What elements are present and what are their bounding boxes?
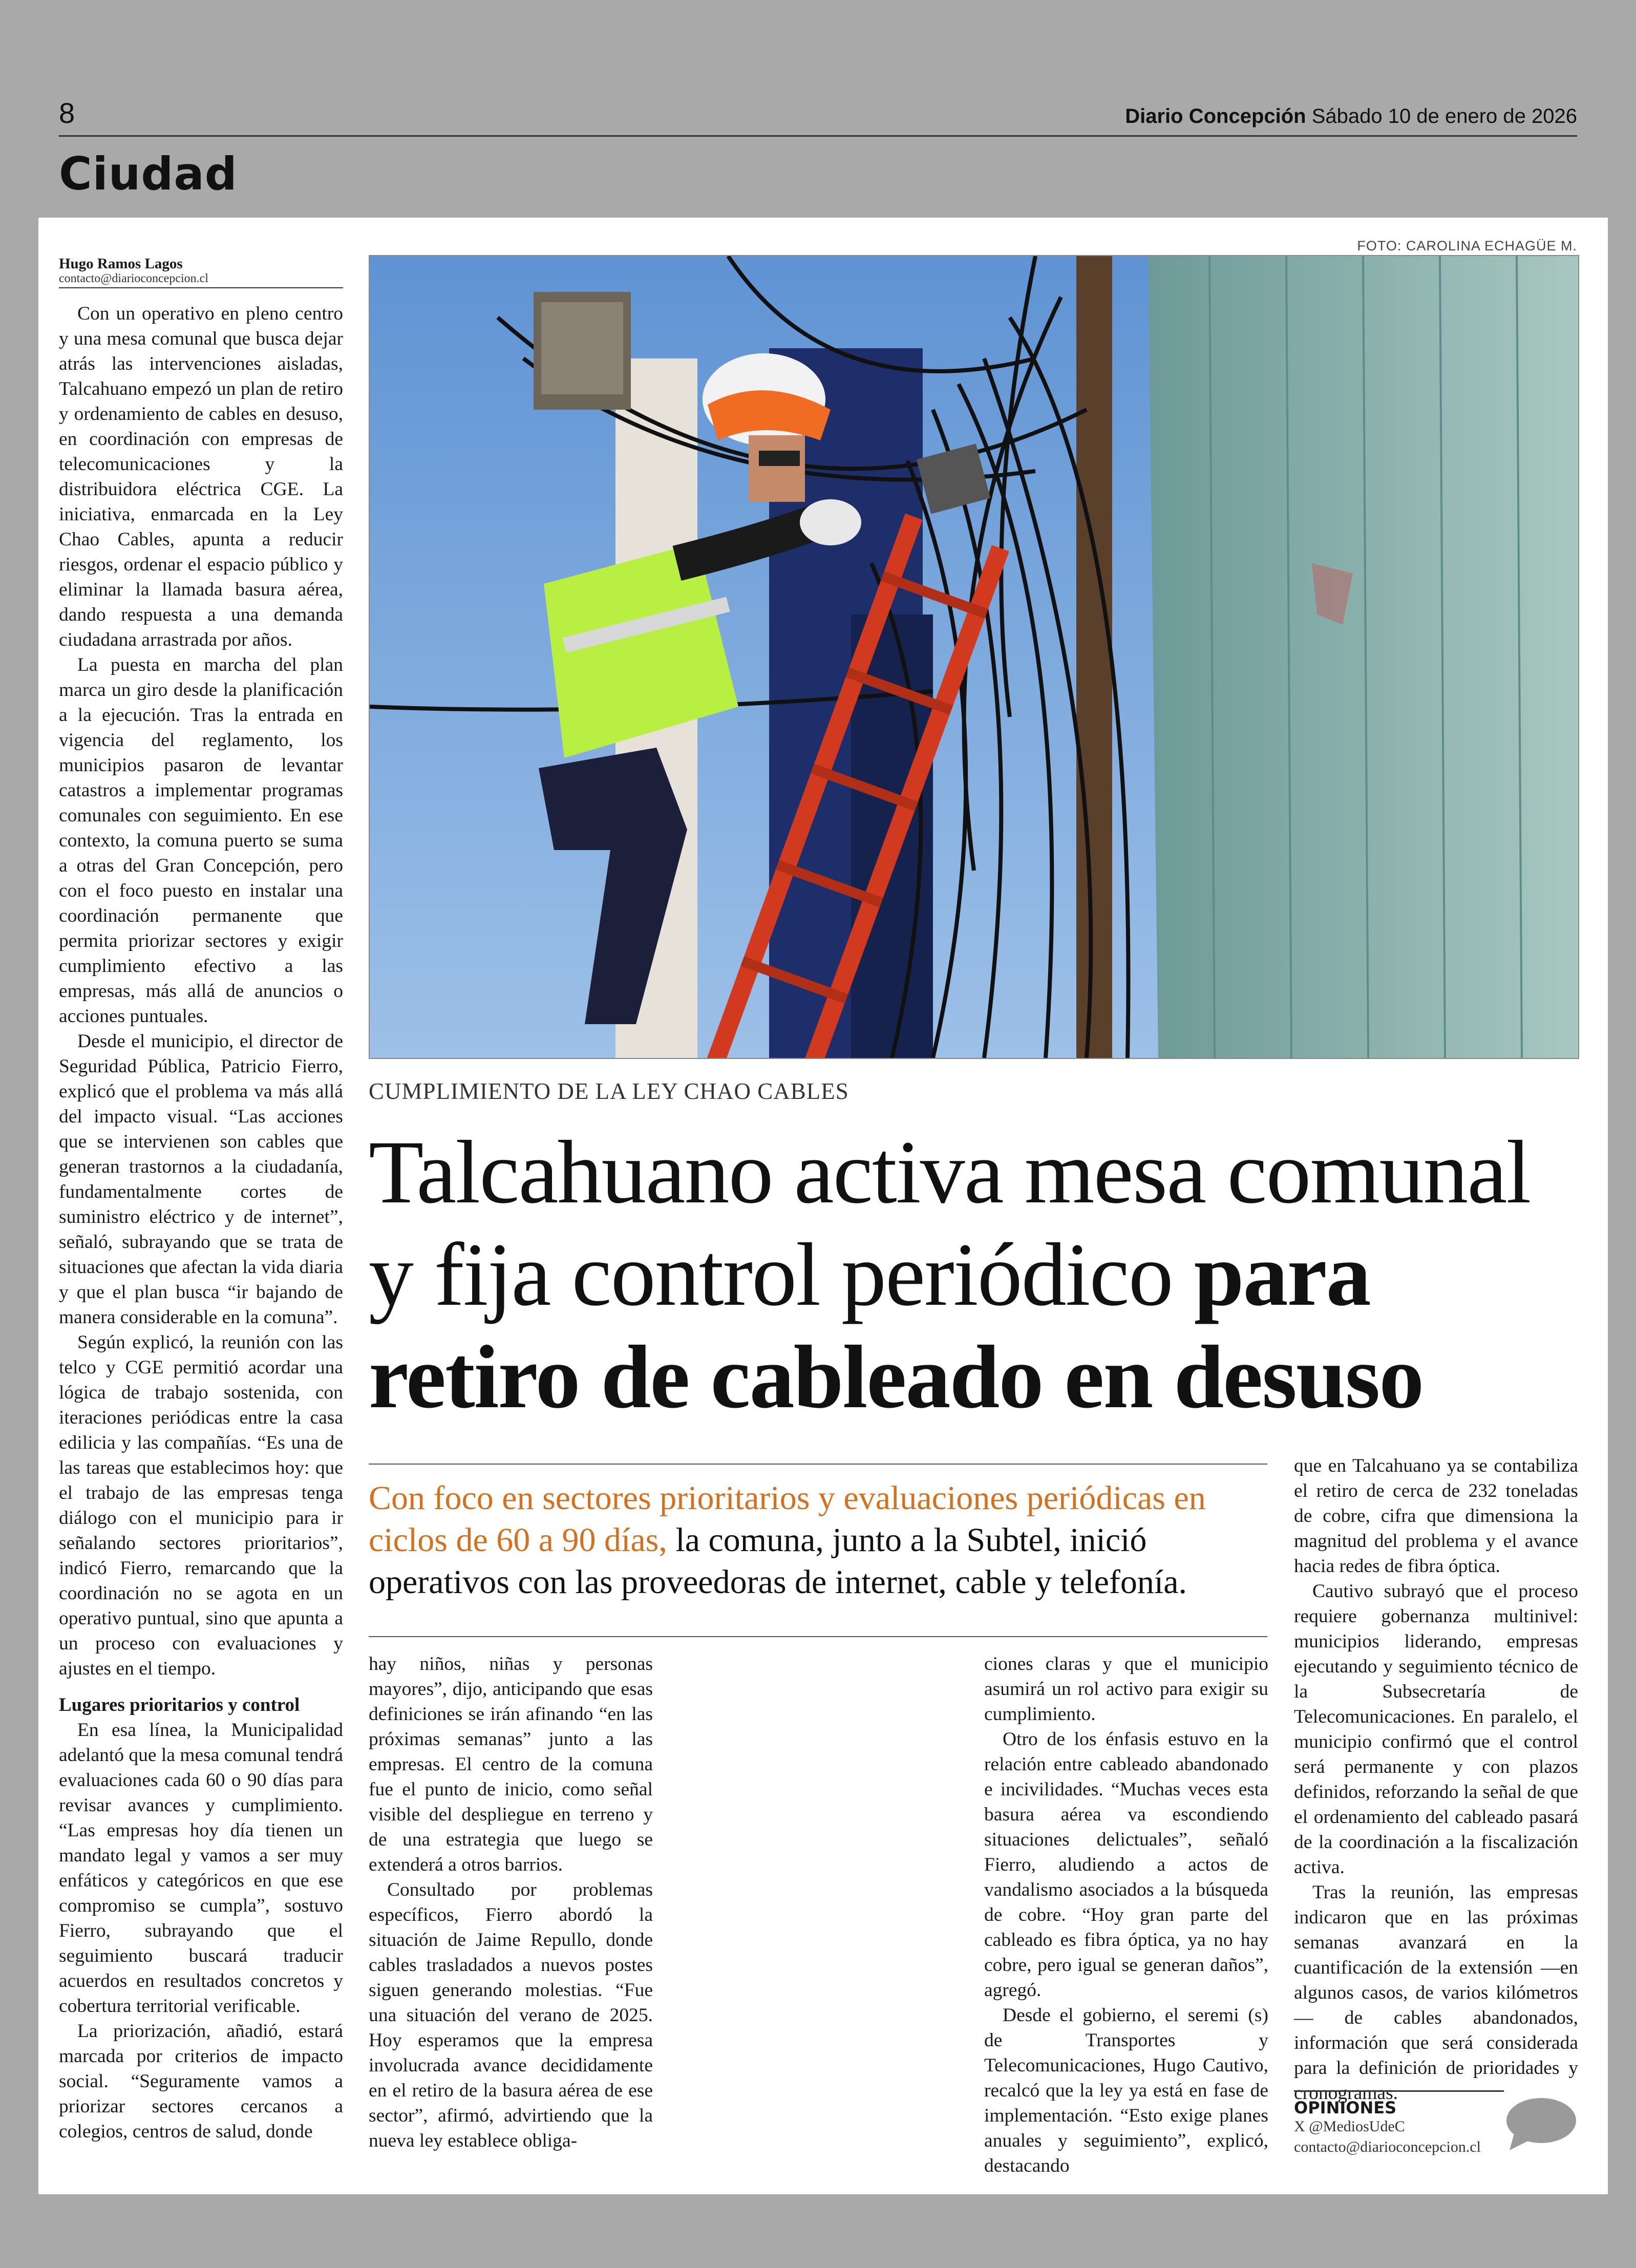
- deck-bottom-rule: [369, 1636, 1267, 1637]
- author-email[interactable]: contacto@diarioconcepcion.cl: [59, 272, 208, 285]
- author-name: Hugo Ramos Lagos: [59, 256, 183, 272]
- opinion-box: [1294, 2090, 1504, 2157]
- col1-paragraph: En esa línea, la Municipalidad adelantó que la mesa comunal tendrá evaluaciones cada 60 o 90 días para revisar avances y cumplimiento. “Las empresas hoy día tienen un mandato legal y vamos a ser muy enfáticos y categóricos en que ese compromiso se cumpla”, sostuvo Fierro, subrayando que el seguimiento buscará traducir acuerdos en resultados concretos y cobertura territorial verificable.: [59, 1720, 343, 2017]
- column-1: [59, 301, 343, 2144]
- photo-credit: FOTO: CAROLINA ECHAGÜE M.: [1357, 238, 1577, 253]
- col1-paragraph: Desde el municipio, el director de Seguridad Pública, Patricio Fierro, explicó que el problema va más allá del impacto visual. “Las acciones que se intervienen son cables que generan trastornos a la ciudadanía, fundamentalmente cortes de suministro eléctrico y de internet”, señaló, subrayando que se trata de situaciones que afectan la vida diaria y que el plan busca “ir bajando de manera considerable en la comuna”.: [59, 1031, 343, 1328]
- col3-paragraph: ciones claras y que el municipio asumirá un rol activo para exigir su cumplimiento.: [984, 1654, 1268, 1725]
- masthead: [1125, 105, 1577, 128]
- col4-paragraph: Tras la reunión, las empresas indicaron que en las próximas semanas avanzará en la cuantificación de la extensión —en algunos casos, de varios kilómetros— de cables abandonados, información que será considerada para la definición de prioridades y cronogramas.: [1294, 1882, 1578, 2104]
- byline: [59, 256, 343, 288]
- col2-paragraph: Consultado por problemas específicos, Fierro abordó la situación de Jaime Repullo, donde cables trasladados a nuevos postes siguen generando molestias. “Fue una situación del verano de 2025. Hoy esperamos que la empresa involucrada avance decididamente en el retiro de la basura aérea de ese sector”, afirmó, advirtiendo que la nueva ley establece obliga-: [369, 1879, 653, 2151]
- col4-paragraph: Cautivo subrayó que el proceso requiere gobernanza multinivel: municipios liderando, empresas ejecutando y seguimiento técnico de la Subsecretaría de Telecomunicaciones. En paralelo, el municipio confirmó que el control será permanente y con plazos definidos, reforzando la señal de que el ordenamiento del cableado pasará de la coordinación a la fiscalización activa.: [1294, 1581, 1578, 1878]
- section-title: Ciudad: [59, 147, 238, 200]
- deck-top-rule: [369, 1464, 1267, 1465]
- col2-paragraph: hay niños, niñas y personas mayores”, dijo, anticipando que esas definiciones se irán afinando “en las próximas semanas” junto a las empresas. El centro de la comuna fue el punto de inicio, como señal visible del despliegue en terreno y de una estrategia que luego se extenderá a otros barrios.: [369, 1654, 653, 1875]
- headline-bold: para retiro de cableado en desuso: [369, 1225, 1423, 1427]
- opinion-email[interactable]: contacto@diarioconcepcion.cl: [1294, 2138, 1481, 2155]
- col1-paragraph: La priorización, añadió, estará marcada por criterios de impacto social. “Seguramente vamos a priorizar sectores cercanos a colegios, centros de salud, donde: [59, 2021, 343, 2142]
- newspaper-name: Diario Concepción: [1125, 105, 1306, 128]
- article-headline: [369, 1121, 1592, 1429]
- lead-photo: [369, 255, 1579, 1059]
- opinion-title: OPINIONES: [1294, 2098, 1397, 2117]
- col1-paragraph: La puesta en marcha del plan marca un giro desde la planificación a la ejecución. Tras la entrada en vigencia del reglamento, los municipios pasaron de levantar catastros a implementar programas comunales con seguimiento. En ese contexto, la comuna puerto se suma a otras del Gran Concepción, pero con el foco puesto en instalar una coordinación permanente que permita priorizar sectores y exigir cumplimiento efectivo a las empresas, más allá de anuncios o acciones puntuales.: [59, 654, 343, 1027]
- header-rule: [59, 135, 1577, 137]
- col4-paragraph: que en Talcahuano ya se contabiliza el retiro de cerca de 232 toneladas de cobre, cifra que dimensiona la magnitud del problema y el avance hacia redes de fibra óptica.: [1294, 1455, 1578, 1577]
- col3-paragraph: Otro de los énfasis estuvo en la relación entre cableado abandonado e incivilidades. “Muchas veces esta basura aérea va escondiendo situaciones delictuales”, señaló Fierro, aludiendo a actos de vandalismo asociados a la búsqueda de cobre. “Hoy gran parte del cableado es fibra óptica, ya no hay cobre, pero igual se generan daños”, agregó.: [984, 1729, 1268, 2001]
- speech-bubble-icon: [1505, 2096, 1577, 2152]
- issue-date: Sábado 10 de enero de 2026: [1311, 105, 1577, 128]
- deck-text: la comuna, junto a la Subtel, inició operativos con las proveedoras de internet, cable y telefonía.: [369, 1521, 1187, 1601]
- opinion-handle[interactable]: X @MediosUdeC: [1294, 2118, 1405, 2135]
- article-kicker: CUMPLIMIENTO DE LA LEY CHAO CABLES: [369, 1078, 849, 1104]
- col1-paragraph: Con un operativo en pleno centro y una mesa comunal que busca dejar atrás las intervenciones aisladas, Talcahuano empezó un plan de retiro y ordenamiento de cables en desuso, en coordinación con empresas de telecomunicaciones y la distribuidora eléctrica CGE. La iniciativa, enmarcada en la Ley Chao Cables, apunta a reducir riesgos, ordenar el espacio público y eliminar la llamada basura aérea, dando respuesta a una demanda ciudadana arrastrada por años.: [59, 303, 343, 650]
- headline-normal: Talcahuano activa mesa comunal y fija control periódico: [369, 1122, 1531, 1325]
- col3-paragraph: Desde el gobierno, el seremi (s) de Transportes y Telecomunicaciones, Hugo Cautivo, recalcó que la ley ya está en fase de implementación. “Esto exige planes anuales y seguimiento”, explicó, destacando: [984, 2005, 1268, 2176]
- col1-paragraph: Según explicó, la reunión con las telco y CGE permitió acordar una lógica de trabajo sostenida, con iteraciones periódicas entre la casa edilicia y las compañías. “Es una de las tareas que establecimos hoy: que el trabajo de las empresas tenga diálogo con el municipio para ir señalando sectores prioritarios”, indicó Fierro, remarcando que la coordinación no se agota en un operativo puntual, sino que apunta a un proceso con evaluaciones y ajustes en el tiempo.: [59, 1332, 343, 1679]
- page-number: 8: [59, 97, 75, 129]
- deck-highlight: Con foco en sectores prioritarios y evaluaciones periódicas en ciclos de 60 a 90 días,: [369, 1479, 1206, 1559]
- worker-on-ladder-illustration: [370, 256, 1578, 1058]
- column-3: [984, 1651, 1268, 2178]
- article-deck: [369, 1477, 1270, 1603]
- column-2: [369, 1651, 653, 2153]
- subheading: Lugares prioritarios y control: [59, 1694, 300, 1715]
- column-4: [1294, 1453, 1578, 2106]
